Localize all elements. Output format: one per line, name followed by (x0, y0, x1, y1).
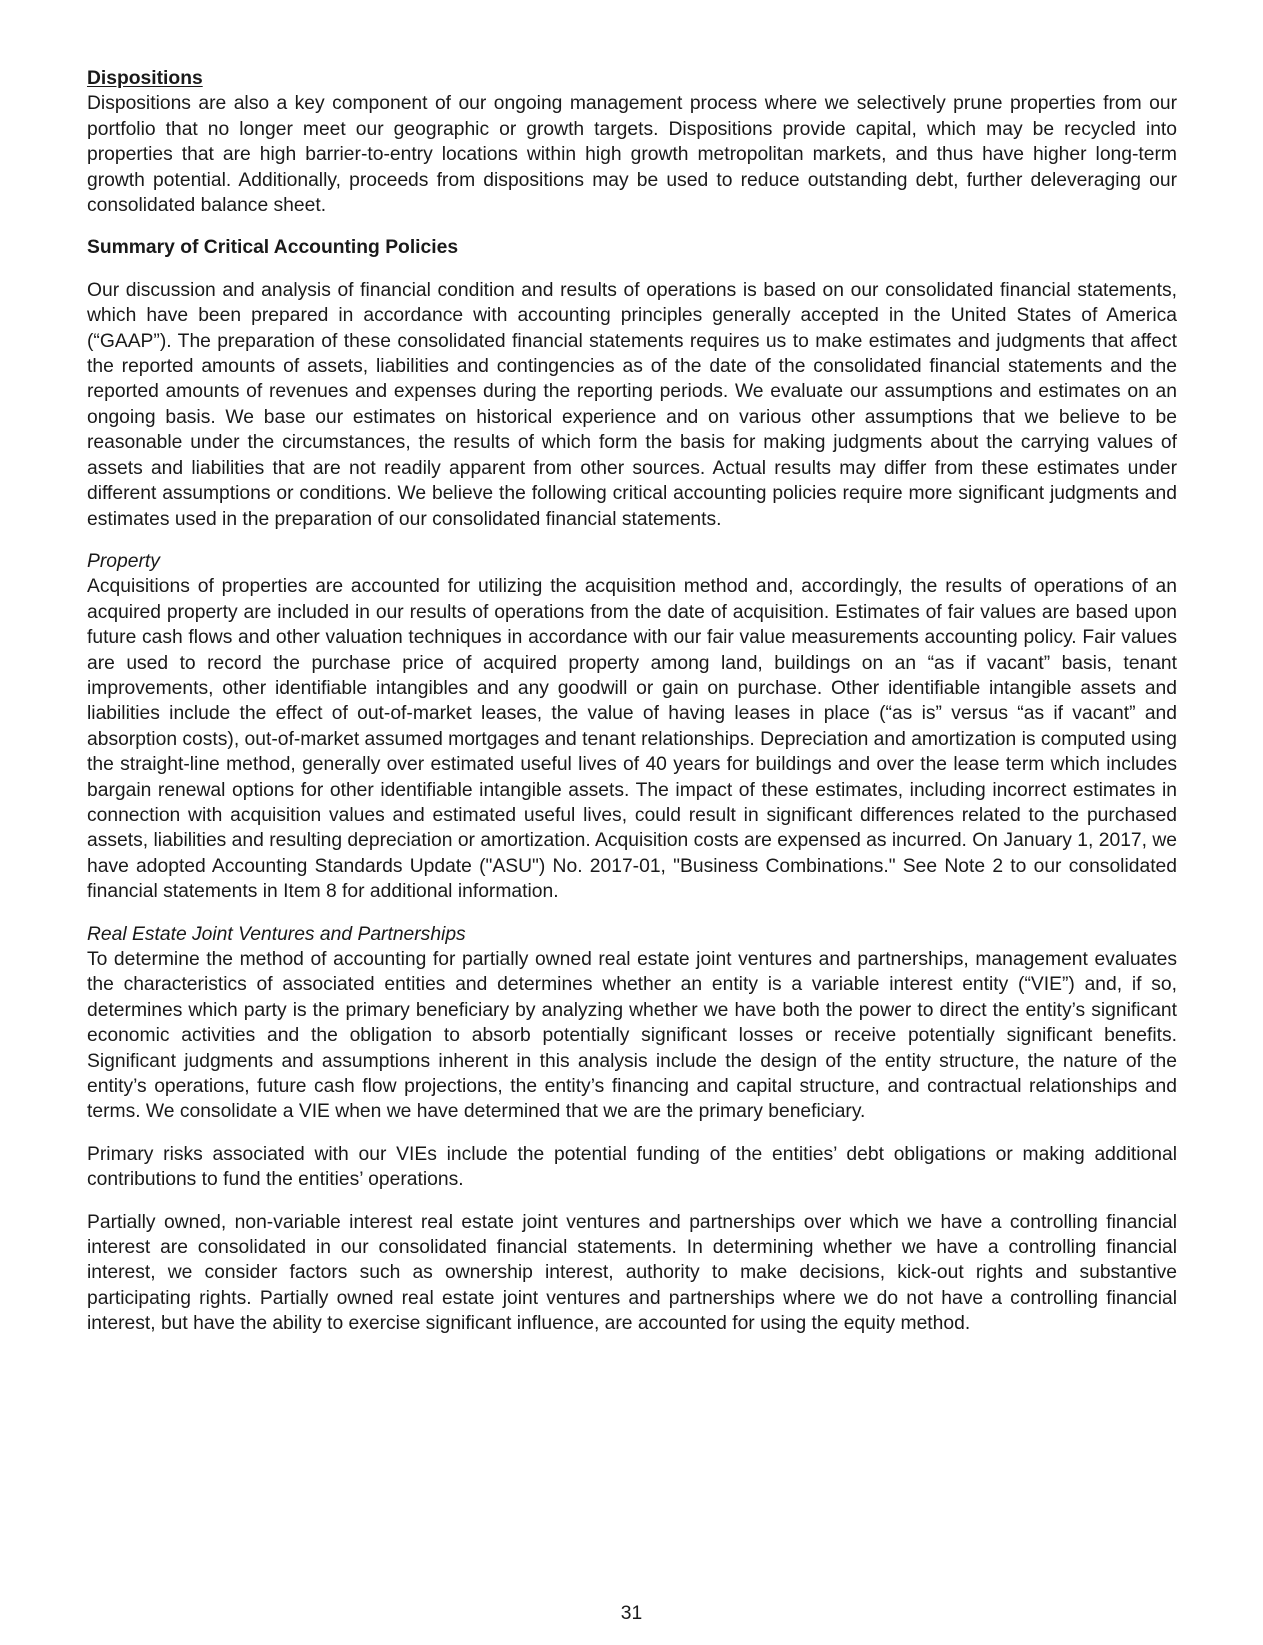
joint-ventures-heading: Real Estate Joint Ventures and Partnerships (87, 923, 466, 945)
critical-policies-paragraph: Our discussion and analysis of financial condition and results of operations is based on our consolidated financial statements, which have been prepared in accordance with accounting principles generally accepted in the United States of America (“GAAP”). The preparation of these consolidated financial statements requires us to make estimates and judgments that affect the reported amounts of assets, liabilities and contingencies as of the date of the consolidated financial statements and the reported amounts of revenues and expenses during the reporting periods. We evaluate our assumptions and estimates on an ongoing basis. We base our estimates on historical experience and on various other assumptions that we believe to be reasonable under the circumstances, the results of which form the basis for making judgments about the carrying values of assets and liabilities that are not readily apparent from other sources. Actual results may differ from these estimates under different assumptions or conditions. We believe the following critical accounting policies require more significant judgments and estimates used in the preparation of our consolidated financial statements. (87, 279, 1177, 530)
non-variable-interest-paragraph: Partially owned, non-variable interest real estate joint ventures and partnerships over which we have a controlling financial interest are consolidated in our consolidated financial statements. In determining whether we have a controlling financial interest, we consider factors such as ownership interest, authority to make decisions, kick-out rights and substantive participating rights. Partially owned real estate joint ventures and partnerships where we do not have a controlling financial interest, but have the ability to exercise significant influence, are accounted for using the equity method. (87, 1211, 1177, 1335)
dispositions-paragraph: Dispositions are also a key component of our ongoing management process where we selectively prune properties from our portfolio that no longer meet our geographic or growth targets. Dispositions provide capital, which may be recycled into properties that are high barrier-to-entry locations within high growth metropolitan markets, and thus have higher long-term growth potential. Additionally, proceeds from dispositions may be used to reduce outstanding debt, further deleveraging our consolidated balance sheet. (87, 93, 1177, 217)
joint-ventures-paragraph: To determine the method of accounting for partially owned real estate joint ventures and partnerships, management evaluates the characteristics of associated entities and determines whether an entity is a variable interest entity (“VIE”) and, if so, determines which party is the primary beneficiary by analyzing whether we have both the power to direct the entity’s significant economic activities and the obligation to absorb potentially significant losses or receive potentially significant benefits. Significant judgments and assumptions inherent in this analysis include the design of the entity structure, the nature of the entity’s operations, future cash flow projections, the entity’s financing and capital structure, and contractual relationships and terms. We consolidate a VIE when we have determined that we are the primary beneficiary. (87, 949, 1177, 1123)
document-page (87, 66, 1177, 1337)
property-heading: Property (87, 550, 160, 572)
property-paragraph: Acquisitions of properties are accounted for utilizing the acquisition method and, accordingly, the results of operations of an acquired property are included in our results of operations from the date of acquisition. Estimates of fair values are based upon future cash flows and other valuation techniques in accordance with our fair value measurements accounting policy. Fair values are used to record the purchase price of acquired property among land, buildings on an “as if vacant” basis, tenant improvements, other identifiable intangibles and any goodwill or gain on purchase. Other identifiable intangible assets and liabilities include the effect of out-of-market leases, the value of having leases in place (“as is” versus “as if vacant” and absorption costs), out-of-market assumed mortgages and tenant relationships. Depreciation and amortization is computed using the straight-line method, generally over estimated useful lives of 40 years for buildings and over the lease term which includes bargain renewal options for other identifiable intangible assets. The impact of these estimates, including incorrect estimates in connection with acquisition values and estimated useful lives, could result in significant differences related to the purchased assets, liabilities and resulting depreciation or amortization. Acquisition costs are expensed as incurred. On January 1, 2017, we have adopted Accounting Standards Update ("ASU") No. 2017-01, "Business Combinations." See Note 2 to our consolidated financial statements in Item 8 for additional information. (87, 576, 1177, 903)
dispositions-heading: Dispositions (87, 68, 203, 89)
critical-policies-heading: Summary of Critical Accounting Policies (87, 237, 459, 259)
vie-risks-paragraph: Primary risks associated with our VIEs include the potential funding of the entities’ debt obligations or making additional contributions to fund the entities’ operations. (87, 1143, 1177, 1191)
page-number: 31 (620, 1603, 643, 1624)
